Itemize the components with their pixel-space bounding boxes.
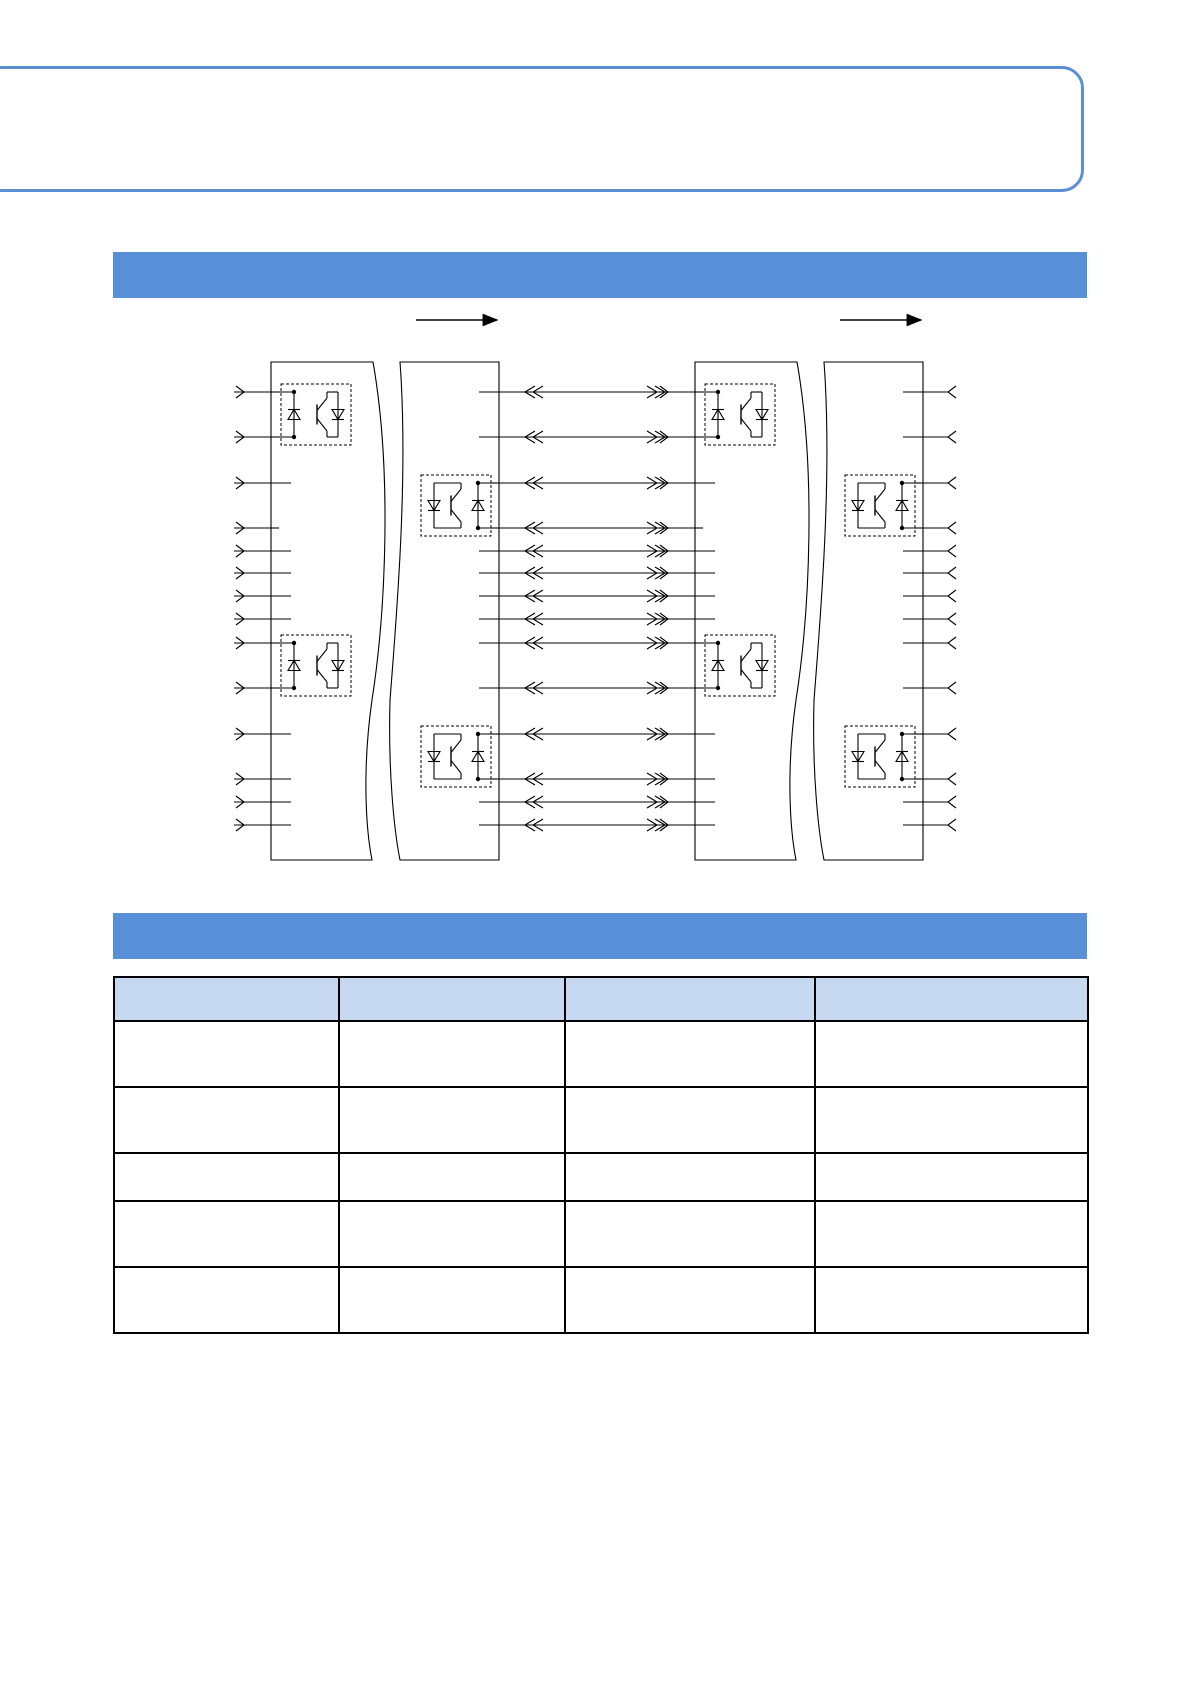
transistor-emitter (741, 419, 751, 432)
cable-link (499, 819, 695, 831)
optocoupler-input (693, 384, 775, 445)
pin-chevron-right (948, 796, 956, 808)
transistor-emitter (317, 670, 327, 683)
pin-chevron-right (948, 567, 956, 579)
optocoupler-output (845, 726, 927, 787)
table-cell (815, 1267, 1088, 1333)
cable-link (499, 590, 695, 602)
optocoupler-output (421, 475, 503, 536)
optocoupler-input (269, 384, 351, 445)
table-cell (114, 1201, 339, 1267)
cable-link (499, 522, 695, 534)
table-row (114, 1153, 1088, 1201)
cable-link (499, 477, 695, 489)
table-cell (565, 1267, 815, 1333)
transistor-emitter (317, 419, 327, 432)
table-cell (339, 1021, 565, 1087)
transistor-collector (317, 649, 327, 662)
table-cell (815, 1087, 1088, 1153)
table-cell (565, 1153, 815, 1201)
transistor-collector (741, 398, 751, 411)
pin-chevron-right (948, 386, 956, 398)
optocoupler-output (421, 726, 503, 787)
transistor-emitter (451, 510, 461, 523)
table-cell (114, 1267, 339, 1333)
spec-table (113, 976, 1089, 1334)
cable-link (499, 567, 695, 579)
transistor-collector (317, 398, 327, 411)
table-cell (339, 1087, 565, 1153)
pin-chevron-right (948, 613, 956, 625)
transistor-collector (451, 489, 461, 502)
transistor-collector (451, 740, 461, 753)
optocoupler-output (845, 475, 927, 536)
cable-link (499, 431, 695, 443)
cable-link (499, 545, 695, 557)
table-cell (114, 1087, 339, 1153)
transistor-emitter (875, 510, 885, 523)
cable-link (499, 613, 695, 625)
table-header-cell (339, 977, 565, 1021)
pin-chevron-right (948, 819, 956, 831)
transistor-emitter (451, 761, 461, 774)
table-header-cell (114, 977, 339, 1021)
table-cell (114, 1021, 339, 1087)
cable-link (499, 682, 695, 694)
table-row (114, 1087, 1088, 1153)
optocoupler-input (269, 635, 351, 696)
cable-link (499, 796, 695, 808)
transistor-emitter (741, 670, 751, 683)
transistor-collector (875, 740, 885, 753)
table-row (114, 1267, 1088, 1333)
transistor-collector (875, 489, 885, 502)
table-cell (339, 1153, 565, 1201)
cable-link (499, 386, 695, 398)
pin-chevron-right (948, 637, 956, 649)
table-header-cell (815, 977, 1088, 1021)
transistor-collector (741, 649, 751, 662)
table-cell (339, 1201, 565, 1267)
optocoupler-input (693, 635, 775, 696)
table-cell (565, 1087, 815, 1153)
table-row (114, 1021, 1088, 1087)
pin-chevron-right (948, 728, 956, 740)
table-header-row (114, 977, 1088, 1021)
table-header-cell (565, 977, 815, 1021)
cable-link (499, 773, 695, 785)
pin-chevron-right (948, 590, 956, 602)
pin-chevron-right (948, 522, 956, 534)
section-bar-table (113, 913, 1087, 959)
table-cell (114, 1153, 339, 1201)
table-cell (565, 1021, 815, 1087)
pin-chevron-right (948, 682, 956, 694)
pin-chevron-right (948, 431, 956, 443)
pin-chevron-right (948, 477, 956, 489)
cable-link (499, 637, 695, 649)
transistor-emitter (875, 761, 885, 774)
table-cell (339, 1267, 565, 1333)
table-row (114, 1201, 1088, 1267)
table-cell (815, 1021, 1088, 1087)
table-cell (815, 1153, 1088, 1201)
table-cell (565, 1201, 815, 1267)
table-cell (815, 1201, 1088, 1267)
cable-link (499, 728, 695, 740)
pin-chevron-right (948, 773, 956, 785)
pin-chevron-right (948, 545, 956, 557)
